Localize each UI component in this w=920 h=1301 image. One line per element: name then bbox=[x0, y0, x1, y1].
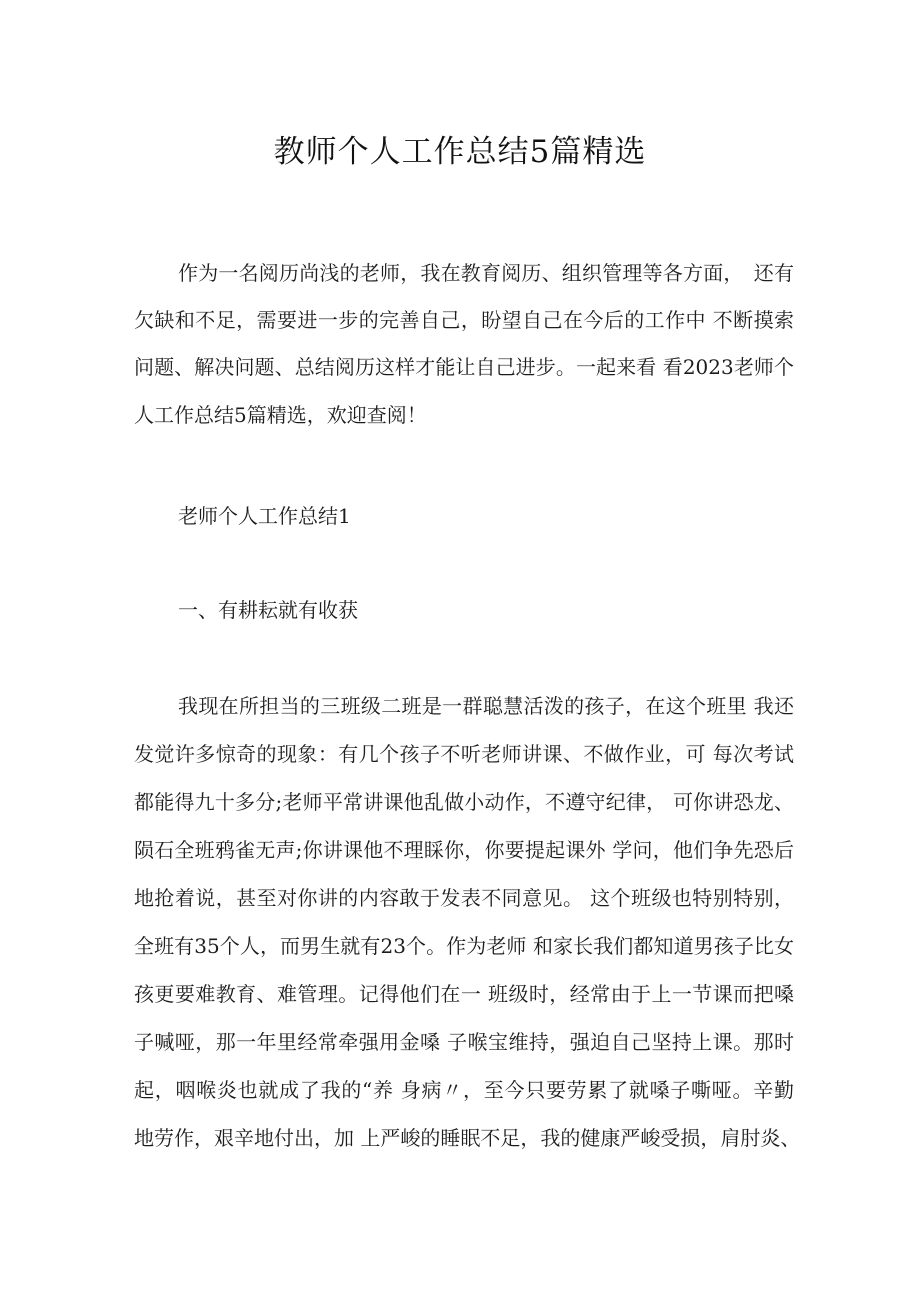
body-line: 起，咽喉炎也就成了我的“养 身病〃，至今只要劳累了就嗓子嘶哑。辛勤 bbox=[134, 1078, 794, 1102]
document-title: 教师个人工作总结5篇精选 bbox=[273, 134, 647, 170]
body-line: 地劳作，艰辛地付出，加 上严峻的睡眠不足，我的健康严峻受损，肩肘炎、 bbox=[134, 1126, 801, 1150]
body-line: 我现在所担当的三班级二班是一群聪慧活泼的孩子，在这个班里 我还 bbox=[178, 694, 794, 718]
intro-line: 人工作总结5篇精选，欢迎查阅！ bbox=[134, 403, 427, 427]
body-line: 全班有35个人，而男生就有23个。作为老师 和家长我们都知道男孩子比女 bbox=[134, 934, 794, 958]
body-line: 发觉许多惊奇的现象：有几个孩子不听老师讲课、不做作业，可 每次考试 bbox=[134, 742, 794, 766]
body-line: 孩更要难教育、难管理。记得他们在一 班级时，经常由于上一节课而把嗓 bbox=[134, 982, 794, 1006]
body-line: 陨石全班鸦雀无声;你讲课他不理睬你，你要提起课外 学问，他们争先恐后 bbox=[134, 838, 794, 862]
intro-line: 作为一名阅历尚浅的老师，我在教育阅历、组织管理等各方面， 还有 bbox=[178, 261, 794, 285]
intro-line: 欠缺和不足，需要进一步的完善自己，盼望自己在今后的工作中 不断摸索 bbox=[134, 308, 794, 332]
body-line: 地抢着说，甚至对你讲的内容敢于发表不同意见。 这个班级也特别特别， bbox=[134, 886, 794, 910]
section-heading: 老师个人工作总结1 bbox=[178, 504, 351, 528]
body-line: 子喊哑，那一年里经常牵强用金嗓 子喉宝维持，强迫自己坚持上课。那时 bbox=[134, 1030, 794, 1054]
body-line: 都能得九十多分;老师平常讲课他乱做小动作，不遵守纪律， 可你讲恐龙、 bbox=[134, 790, 794, 814]
subheading: 一、有耕耘就有收获 bbox=[178, 598, 358, 622]
intro-line: 问题、解决问题、总结阅历这样才能让自己进步。一起来看 看2023老师个 bbox=[134, 355, 794, 379]
